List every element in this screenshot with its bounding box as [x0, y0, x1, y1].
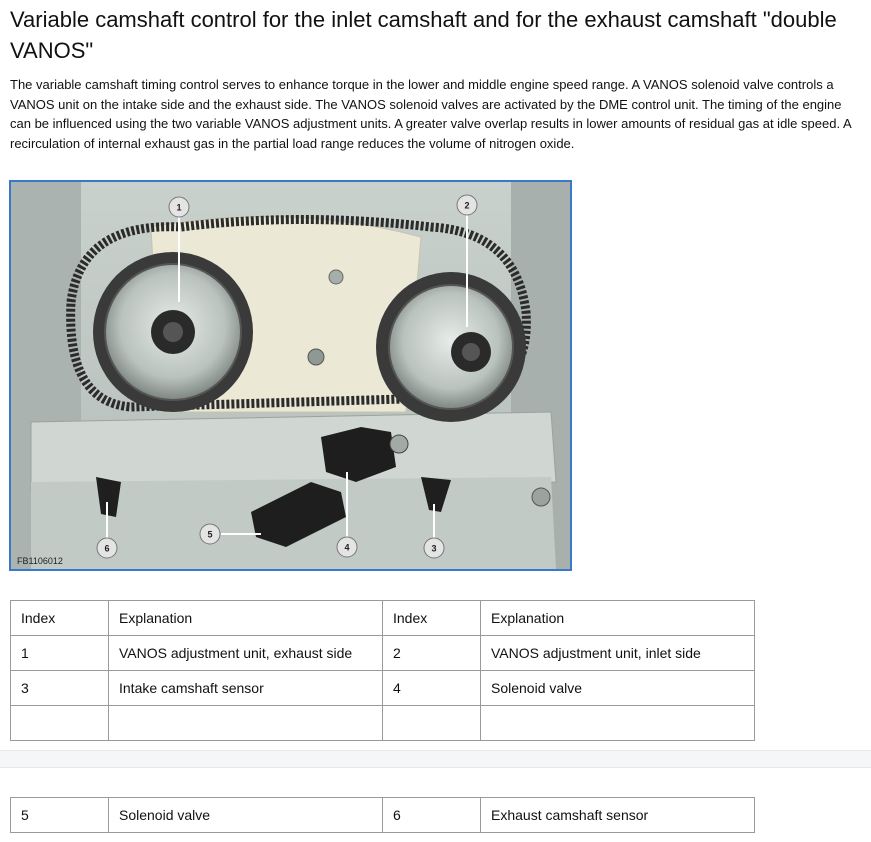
header-index: Index: [383, 601, 481, 636]
svg-text:6: 6: [104, 543, 110, 554]
index-cell: 5: [11, 798, 109, 833]
callout-5: [200, 524, 220, 544]
callout-3: [424, 538, 444, 558]
explanation-cell: Exhaust camshaft sensor: [481, 798, 755, 833]
page-break-band: [0, 750, 871, 768]
svg-text:2: 2: [464, 200, 470, 211]
callout-2: [457, 195, 477, 215]
header-explanation: Explanation: [481, 601, 755, 636]
empty-cell: [481, 706, 755, 741]
explanation-cell: VANOS adjustment unit, exhaust side: [109, 636, 383, 671]
index-cell: 3: [11, 671, 109, 706]
header-index: Index: [11, 601, 109, 636]
empty-cell: [11, 706, 109, 741]
index-cell: 6: [383, 798, 481, 833]
figure-code: FB1106012: [17, 556, 63, 566]
index-cell: 1: [11, 636, 109, 671]
callout-4: [337, 537, 357, 557]
table-row: [11, 798, 755, 833]
index-cell: 2: [383, 636, 481, 671]
page-title: Variable camshaft control for the inlet camshaft and for the exhaust camshaft "double VANOS": [10, 7, 837, 63]
table-row: [11, 636, 755, 671]
callout-6: [97, 538, 117, 558]
svg-text:1: 1: [176, 202, 182, 213]
explanation-cell: Solenoid valve: [109, 798, 383, 833]
empty-cell: [383, 706, 481, 741]
legend-table: [10, 600, 755, 741]
explanation-cell: VANOS adjustment unit, inlet side: [481, 636, 755, 671]
intro-paragraph: The variable camshaft timing control serves to enhance torque in the lower and middle engine speed range. A VANOS solenoid valve controls a VANOS unit on the intake side and the exhaust side. The VANOS solenoid valves are activated by the DME control unit. The timing of the engine can be influenced using the two variable VANOS adjustment units. A greater valve overlap results in lower amounts of residual gas at idle speed. A recirculation of internal exhaust gas in the partial load range reduces the volume of nitrogen oxide.: [10, 77, 851, 151]
svg-text:4: 4: [344, 542, 350, 553]
engine-illustration: [11, 182, 570, 569]
svg-text:3: 3: [431, 543, 437, 554]
legend-header-row: [11, 601, 755, 636]
legend-table-continued: [10, 797, 755, 833]
index-cell: 4: [383, 671, 481, 706]
header-explanation: Explanation: [109, 601, 383, 636]
empty-cell: [109, 706, 383, 741]
engine-figure: [9, 180, 572, 571]
table-row-empty: [11, 706, 755, 741]
explanation-cell: Intake camshaft sensor: [109, 671, 383, 706]
svg-text:5: 5: [207, 529, 213, 540]
table-row: [11, 671, 755, 706]
callout-1: [169, 197, 189, 217]
explanation-cell: Solenoid valve: [481, 671, 755, 706]
